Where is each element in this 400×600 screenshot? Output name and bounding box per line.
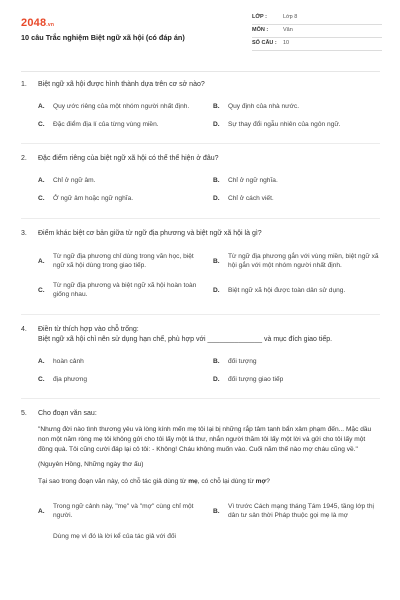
info-row-subject <box>252 25 382 38</box>
option-b[interactable]: B. đối tượng <box>213 357 257 365</box>
info-key: MÔN : <box>252 27 269 34</box>
option-a[interactable]: A. Chỉ ở ngữ âm. <box>38 177 96 185</box>
info-value: Lớp 8 <box>283 14 298 21</box>
question-3 <box>21 229 380 305</box>
option-d[interactable]: D. Biệt ngữ xã hội được toàn dân sử dụng. <box>213 286 346 294</box>
question-5 <box>21 409 380 546</box>
info-table <box>252 12 382 51</box>
site-logo[interactable]: 2048.vn <box>21 17 55 29</box>
question-list <box>21 80 380 546</box>
option-b[interactable]: B. Vì trước Cách mạng tháng Tám 1945, tầng lớp thị dân tư sản thời Pháp thuộc gọi mẹ là mợ <box>213 503 374 520</box>
option-d[interactable]: D. Chỉ ở cách viết. <box>213 195 274 203</box>
option-c[interactable]: C. địa phương <box>38 375 88 383</box>
option-d[interactable]: D. Sự thay đổi ngẫu nhiên của ngôn ngữ. <box>213 120 341 128</box>
question-4 <box>21 325 380 389</box>
answer-options <box>38 247 380 305</box>
info-row-count <box>252 38 382 51</box>
question-prompt: Tại sao trong đoạn văn này, có chỗ tác giả dùng từ mẹ, có chỗ lại dùng từ mợ? <box>38 478 270 486</box>
info-value: 10 <box>283 40 290 47</box>
question-number: 2. <box>21 155 27 163</box>
option-c[interactable]: C. Ở ngữ âm hoặc ngữ nghĩa. <box>38 195 134 203</box>
question-divider <box>21 143 380 144</box>
info-key: SỐ CÂU : <box>252 40 277 47</box>
question-number: 4. <box>21 326 27 334</box>
option-c-partial[interactable]: Dùng mẹ vì đó là lời kể của tác giả với đối <box>53 532 176 540</box>
question-2 <box>21 154 380 208</box>
question-divider <box>21 398 380 399</box>
question-text-fill-blank: Biệt ngữ xã hội chỉ nên sử dụng hạn chế, phù hợp với ______________ và mục đích giao tiếp. <box>38 335 333 343</box>
option-c[interactable]: C. Từ ngữ địa phương và biệt ngữ xã hội hoàn toàn giống nhau. <box>38 282 197 299</box>
question-text: Đặc điểm riêng của biệt ngữ xã hội có thể thể hiện ở đâu? <box>38 155 219 163</box>
header-divider <box>21 71 380 72</box>
question-text: Điểm khác biệt cơ bản giữa từ ngữ địa phương và biệt ngữ xã hội là gì? <box>38 229 262 237</box>
quoted-passage: "Nhưng đời nào tình thương yêu và lòng kính mến mẹ tôi lại bị những rắp tâm tanh bẩn xâm phạm đến... Mặc dầu non một năm ròng mẹ tôi không gửi cho tôi lấy một lá thư, nhắn người thăm tôi lấy một lời và gửi cho tôi lấy một đồng quà. Tôi cũng cười đáp lại cô tôi: - Không! Cháu không muốn vào. Cuối năm thế nào mợ cháu cũng về." <box>38 425 372 454</box>
option-b[interactable]: B. Chỉ ở ngữ nghĩa. <box>213 177 278 185</box>
option-b[interactable]: B. Quy định của nhà nước. <box>213 102 300 110</box>
option-a[interactable]: A. Quy ước riêng của một nhóm người nhất định. <box>38 102 190 110</box>
option-a[interactable]: A. hoàn cảnh <box>38 357 84 365</box>
question-divider <box>21 218 380 219</box>
question-text: Cho đoạn văn sau: <box>38 410 97 418</box>
question-1 <box>21 80 380 134</box>
info-row-class <box>252 12 382 25</box>
answer-options <box>38 173 380 209</box>
info-value: Văn <box>283 27 293 34</box>
question-text: Biệt ngữ xã hội được hình thành dựa trên cơ sở nào? <box>38 81 205 88</box>
question-text: Điền từ thích hợp vào chỗ trống: <box>38 326 139 334</box>
answer-options <box>38 353 380 389</box>
option-c[interactable]: C. Đặc điểm địa lí của từng vùng miền. <box>38 120 159 128</box>
question-number: 5. <box>21 410 27 418</box>
question-divider <box>21 314 380 315</box>
answer-options <box>38 98 380 134</box>
question-number: 1. <box>21 81 27 88</box>
option-d[interactable]: D. đối tượng giao tiếp <box>213 375 284 383</box>
passage-source: (Nguyên Hồng, Những ngày thơ ấu) <box>38 461 144 469</box>
page-title: 10 câu Trắc nghiệm Biệt ngữ xã hội (có đáp án) <box>21 33 185 42</box>
question-number: 3. <box>21 229 27 237</box>
option-a[interactable]: A. Trong ngữ cảnh này, "mẹ" và "mợ" cùng chỉ một người. <box>38 503 194 520</box>
page-header <box>0 0 400 66</box>
answer-options <box>38 496 380 546</box>
option-b[interactable]: B. Từ ngữ địa phương gắn với vùng miền, biệt ngữ xã hội gắn với một nhóm người nhất định. <box>213 253 379 270</box>
info-key: LỚP : <box>252 14 267 21</box>
option-a[interactable]: A. Từ ngữ địa phương chỉ dùng trong văn học, biệt ngữ xã hội dùng trong giao tiếp. <box>38 253 194 270</box>
